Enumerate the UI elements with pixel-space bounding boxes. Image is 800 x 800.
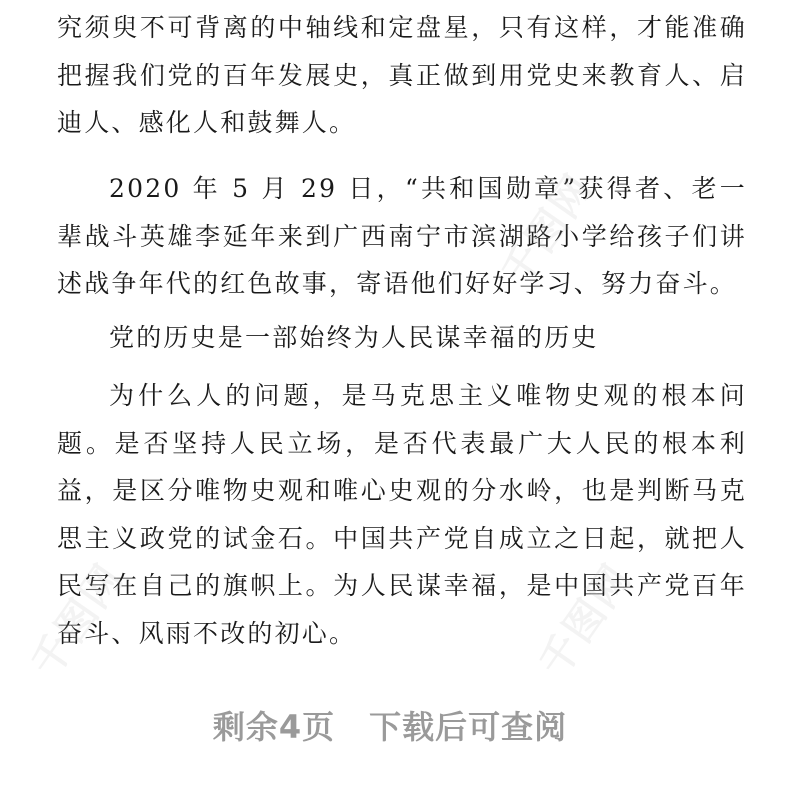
watermark: 千图网 (530, 555, 641, 686)
download-to-view-label: 下载后可查阅 (369, 708, 568, 746)
watermark: 千图网 (492, 165, 603, 296)
remaining-pages-label: 剩余4页 (212, 708, 336, 746)
section-heading: 党的历史是一部始终为人民谋幸福的历史 (109, 323, 599, 352)
paragraph-1: 究须臾不可背离的中轴线和定盘星，只有这样，才能准确把握我们党的百年发展史，真正做到用党史来教育人、启迪人、感化人和鼓舞人。 (57, 13, 747, 137)
download-prompt-button[interactable] (0, 702, 780, 748)
watermark: 千图网 (22, 555, 133, 686)
paragraph-3: 为什么人的问题，是马克思主义唯物史观的根本问题。是否坚持人民立场，是否代表最广大人民的根本利益，是区分唯物史观和唯心史观的分水岭，也是判断马克思主义政党的试金石。中国共产党自成立之日起，就把人民写在自己的旗帜上。为人民谋幸福，是中国共产党百年奋斗、风雨不改的初心。 (57, 381, 747, 648)
paragraph-2: 2020 年 5 月 29 日，“共和国勋章”获得者、老一辈战斗英雄李延年来到广西南宁市滨湖路小学给孩子们讲述战争年代的红色故事，寄语他们好好学习、努力奋斗。 (57, 174, 747, 298)
